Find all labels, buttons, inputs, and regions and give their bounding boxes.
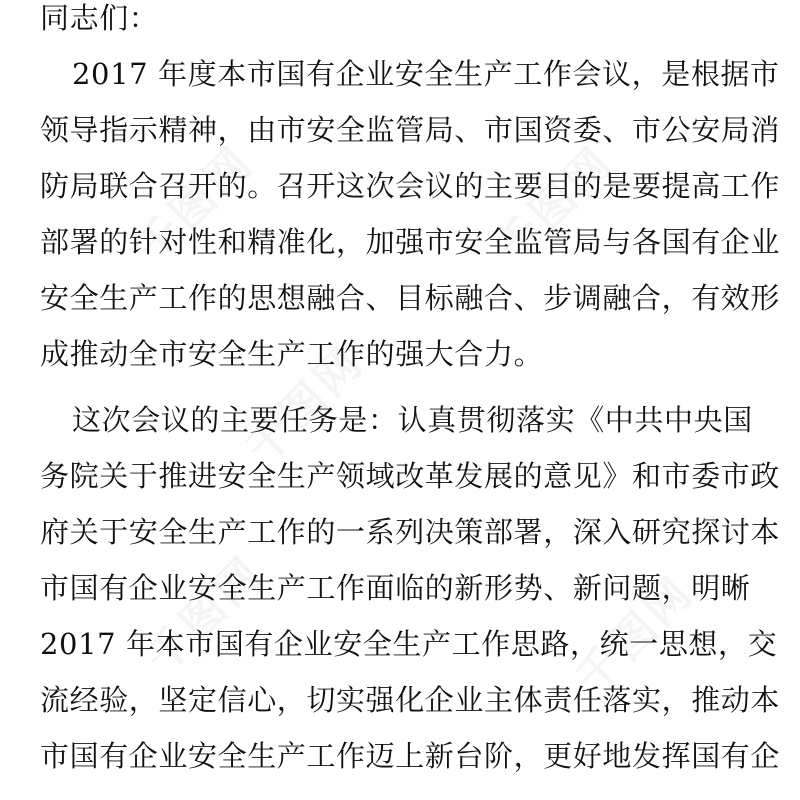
paragraph-2-line-7: 市国有企业安全生产工作迈上新台阶，更好地发挥国有企	[40, 739, 781, 773]
paragraph-2-line-4: 市国有企业安全生产工作面临的新形势、新问题，明晰	[40, 571, 751, 605]
paragraph-2-line-1: 这次会议的主要任务是：认真贯彻落实《中共中央国	[72, 403, 753, 437]
paragraph-2-line-6: 流经验，坚定信心，切实强化企业主体责任落实，推动本	[40, 683, 781, 717]
watermark-logo: 千图网	[126, 136, 265, 275]
watermark-logo: 千图网	[566, 566, 705, 705]
paragraph-2-line-2: 务院关于推进安全生产领域改革发展的意见》和市委市政	[40, 459, 781, 493]
paragraph-2-line-3: 府关于安全生产工作的一系列决策部署，深入研究探讨本	[40, 515, 781, 549]
watermark-logo: 千图网	[486, 136, 625, 275]
paragraph-1-line-5: 安全生产工作的思想融合、目标融合、步调融合，有效形	[40, 281, 781, 315]
paragraph-1-line-1: 2017 年度本市国有企业安全生产工作会议，是根据市	[72, 57, 780, 91]
paragraph-1-line-3: 防局联合召开的。召开这次会议的主要目的是要提高工作	[40, 169, 781, 203]
paragraph-1-line-4: 部署的针对性和精准化，加强市安全监管局与各国有企业	[40, 225, 781, 259]
greeting: 同志们：	[40, 1, 159, 35]
paragraph-1-line-6: 成推动全市安全生产工作的强大合力。	[40, 337, 544, 371]
watermark-logo: 千图网	[136, 546, 275, 685]
watermark-logo: 千图网	[236, 336, 375, 475]
paragraph-2-line-5: 2017 年本市国有企业安全生产工作思路，统一思想，交	[40, 627, 778, 661]
paragraph-1-line-2: 领导指示精神，由市安全监管局、市国资委、市公安局消	[40, 113, 781, 147]
